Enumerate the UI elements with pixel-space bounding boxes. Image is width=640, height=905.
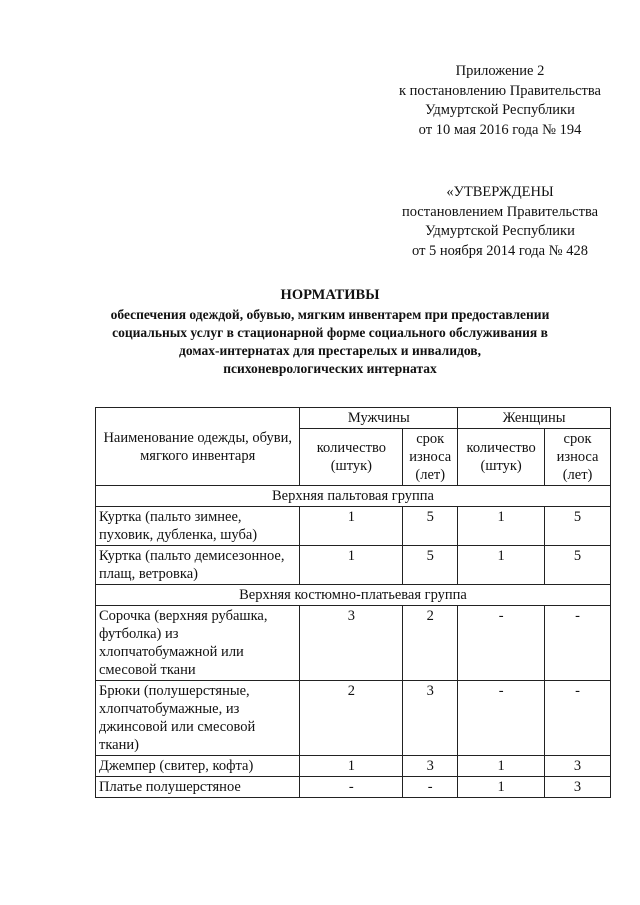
approved-line: Удмуртской Республики (425, 223, 575, 239)
table-row (96, 681, 611, 756)
men-wear: 5 (403, 507, 458, 546)
section-title: Верхняя пальтовая группа (96, 486, 611, 507)
subtitle-line: психоневрологических интернатах (223, 361, 437, 376)
women-wear-header: срок износа (лет) (545, 429, 611, 486)
subtitle-line: социальных услуг в стационарной форме социального обслуживания в (112, 325, 548, 340)
table-row (96, 546, 611, 585)
appendix-line: от 10 мая 2016 года № 194 (418, 121, 582, 138)
women-wear: 3 (545, 777, 611, 798)
approved-block (360, 183, 640, 261)
men-wear: 3 (403, 756, 458, 777)
men-qty: 3 (300, 606, 403, 681)
women-qty: 1 (458, 507, 545, 546)
subtitle-line: обеспечения одеждой, обувью, мягким инвентарем при предоставлении (110, 307, 550, 322)
women-qty: 1 (458, 546, 545, 585)
table-row (96, 507, 611, 546)
item-name: Платье полушерстяное (96, 777, 300, 798)
item-name: Куртка (пальто зимнее, пуховик, дубленка, шуба) (96, 507, 300, 546)
document-title: НОРМАТИВЫ (280, 287, 380, 303)
men-header: Мужчины (300, 408, 458, 429)
men-qty: - (300, 777, 403, 798)
men-wear: - (403, 777, 458, 798)
appendix-line: к постановлению Правительства (399, 82, 601, 99)
appendix-line: Удмуртской Республики (425, 102, 575, 118)
women-qty: 1 (458, 756, 545, 777)
appendix-line: Приложение 2 (455, 63, 545, 79)
women-wear: 5 (545, 546, 611, 585)
appendix-block (360, 62, 640, 140)
men-wear: 2 (403, 606, 458, 681)
men-qty: 2 (300, 681, 403, 756)
women-wear: 3 (545, 756, 611, 777)
norms-table (95, 407, 611, 798)
subtitle-line: домах-интернатах для престарелых и инвалидов, (179, 343, 481, 358)
item-name: Сорочка (верхняя рубашка, футболка) из хлопчатобумажной или смесовой ткани (96, 606, 300, 681)
men-qty-header: количество (штук) (300, 429, 403, 486)
approved-line: от 5 ноября 2014 года № 428 (412, 242, 588, 259)
women-wear: - (545, 606, 611, 681)
approved-line: «УТВЕРЖДЕНЫ (446, 184, 554, 200)
women-qty-header: количество (штук) (458, 429, 545, 486)
document-subtitle (90, 306, 570, 378)
women-header: Женщины (458, 408, 611, 429)
men-qty: 1 (300, 507, 403, 546)
table-row (96, 606, 611, 681)
item-name: Джемпер (свитер, кофта) (96, 756, 300, 777)
women-wear: - (545, 681, 611, 756)
women-qty: 1 (458, 777, 545, 798)
item-name: Брюки (полушерстяные, хлопчатобумажные, из джинсовой или смесовой ткани) (96, 681, 300, 756)
men-qty: 1 (300, 546, 403, 585)
section-title: Верхняя костюмно-платьевая группа (96, 585, 611, 606)
name-column-header: Наименование одежды, обуви, мягкого инвентаря (96, 408, 300, 486)
item-name: Куртка (пальто демисезонное, плащ, ветровка) (96, 546, 300, 585)
men-wear: 3 (403, 681, 458, 756)
men-wear-header: срок износа (лет) (403, 429, 458, 486)
table-row (96, 777, 611, 798)
men-wear: 5 (403, 546, 458, 585)
women-wear: 5 (545, 507, 611, 546)
women-qty: - (458, 606, 545, 681)
men-qty: 1 (300, 756, 403, 777)
table-row (96, 756, 611, 777)
women-qty: - (458, 681, 545, 756)
approved-line: постановлением Правительства (401, 203, 599, 220)
